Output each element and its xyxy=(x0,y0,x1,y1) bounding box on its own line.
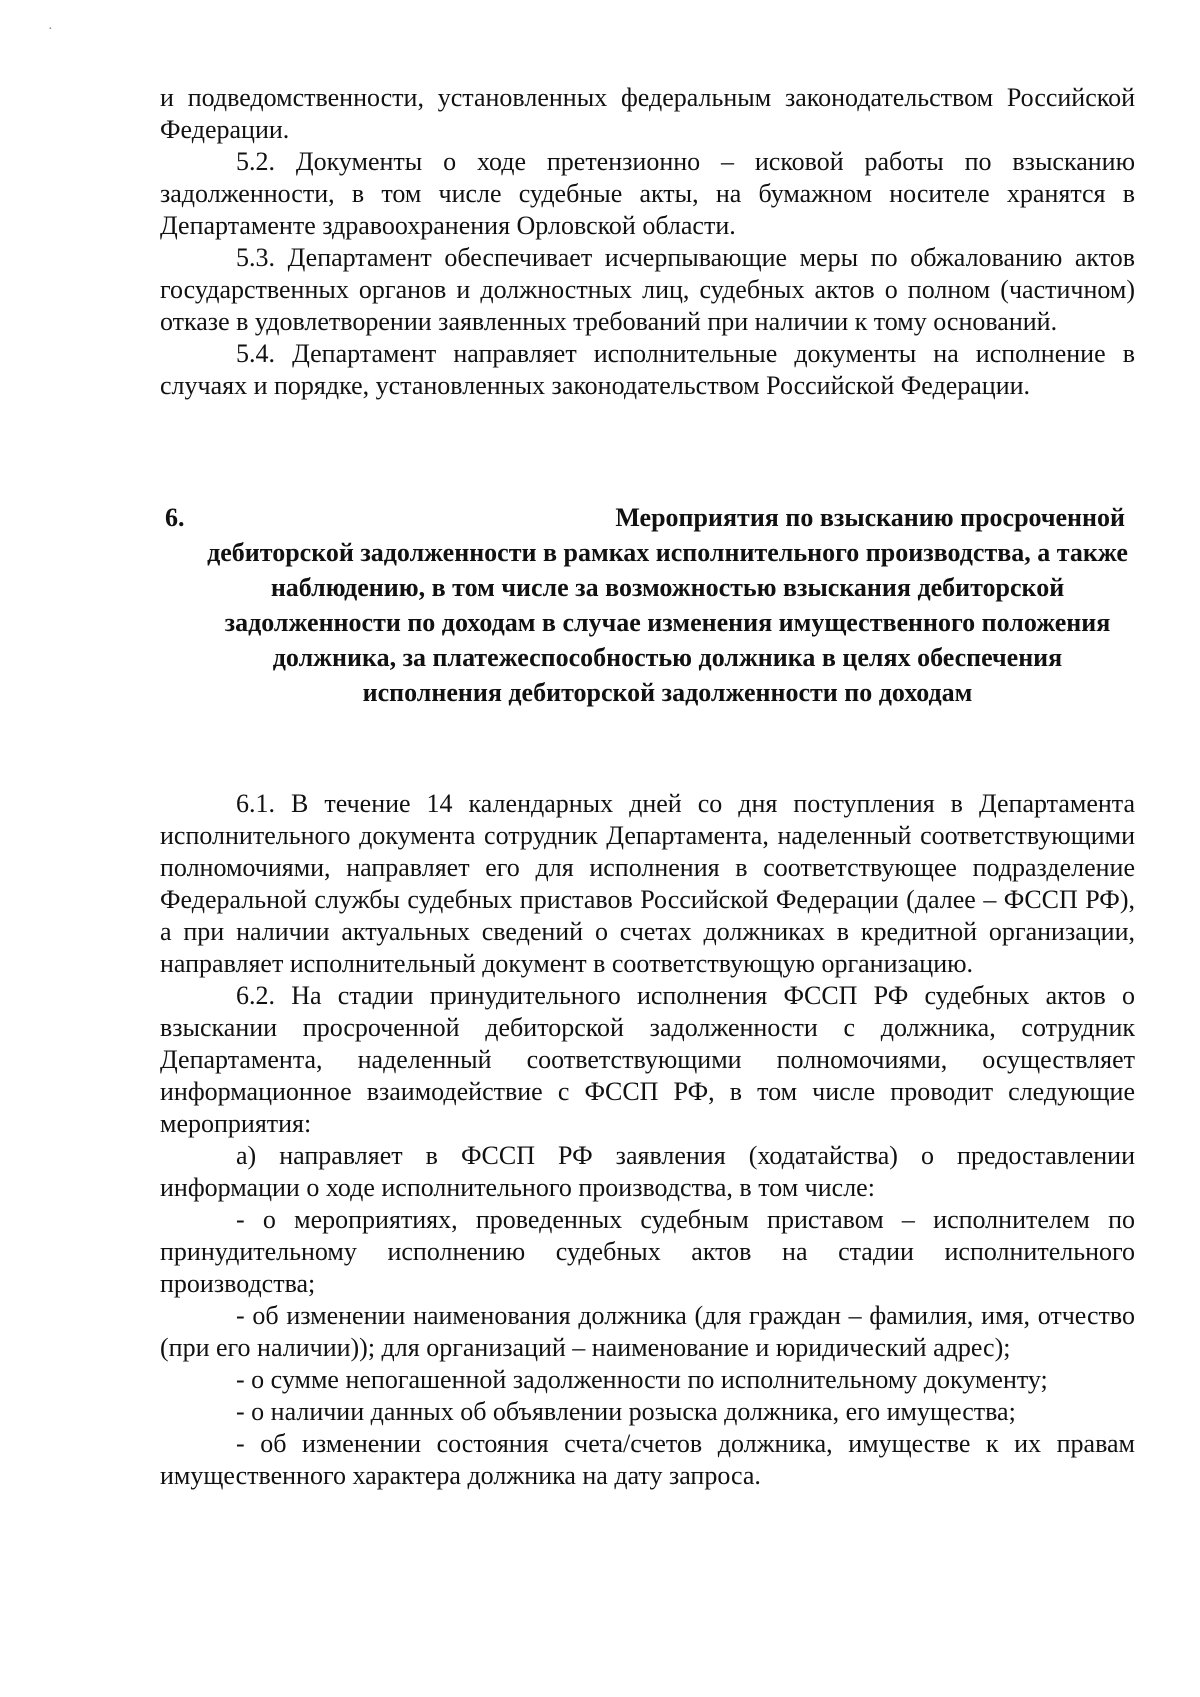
paragraph-continuation: и подведомственности, установленных федеральным законодательством Российской Федерации. xyxy=(160,83,1135,144)
list-item-name-change: - об изменении наименования должника (для граждан – фамилия, имя, отчество (при его наличии)); для организаций – наименование и юридический адрес); xyxy=(160,1301,1135,1362)
list-item-debt-sum: - о сумме непогашенной задолженности по исполнительному документу; xyxy=(236,1365,1048,1394)
section-6-heading xyxy=(160,500,1135,710)
section-number: 6. xyxy=(165,503,185,532)
paragraph-5-3: 5.3. Департамент обеспечивает исчерпывающие меры по обжалованию актов государственных органов и должностных лиц, судебных актов о полном (частичном) отказе в удовлетворении заявленных требований при наличии к тому оснований. xyxy=(160,243,1135,336)
section-title-first-line: Мероприятия по взысканию просроченной xyxy=(615,503,1125,532)
list-item-accounts: - об изменении состояния счета/счетов должника, имуществе к их правам имущественного характера должника на дату запроса. xyxy=(160,1429,1135,1490)
paragraph-6-1: 6.1. В течение 14 календарных дней со дня поступления в Департамента исполнительного документа сотрудник Департамента, наделенный соответствующими полномочиями, направляет его для исполнения в соответствующее подразделение Федеральной службы судебных приставов Российской Федерации (далее – ФССП РФ), а при наличии актуальных сведений о счетах должниках в кредитной организации, направляет исполнительный документ в соответствующую организацию. xyxy=(160,789,1135,978)
section-title-rest: дебиторской задолженности в рамках исполнительного производства, а также наблюдению, в том числе за возможностью взыскания дебиторской задолженности по доходам в случае изменения имущественного положения должника, за платежеспособностью должника в целях обеспечения исполнения дебиторской задолженности по доходам xyxy=(207,538,1128,707)
paragraph-5-2: 5.2. Документы о ходе претензионно – исковой работы по взысканию задолженности, в том числе судебные акты, на бумажном носителе хранятся в Департаменте здравоохранения Орловской области. xyxy=(160,147,1135,240)
paragraph-item-a: а) направляет в ФССП РФ заявления (ходатайства) о предоставлении информации о ходе исполнительного производства, в том числе: xyxy=(160,1141,1135,1202)
paragraph-6-2: 6.2. На стадии принудительного исполнения ФССП РФ судебных актов о взыскании просроченной дебиторской задолженности с должника, сотрудник Департамента, наделенный соответствующими полномочиями, осуществляет информационное взаимодействие с ФССП РФ, в том числе проводит следующие мероприятия: xyxy=(160,981,1135,1138)
section-6-body xyxy=(160,788,1135,1492)
section-title xyxy=(200,500,1135,710)
list-item-measures: - о мероприятиях, проведенных судебным приставом – исполнителем по принудительному исполнению судебных актов на стадии исполнительного производства; xyxy=(160,1205,1135,1298)
list-item-search: - о наличии данных об объявлении розыска должника, его имущества; xyxy=(236,1397,1016,1426)
scan-speck: · xyxy=(48,22,53,37)
top-section xyxy=(160,82,1135,402)
paragraph-5-4: 5.4. Департамент направляет исполнительные документы на исполнение в случаях и порядке, установленных законодательством Российской Федерации. xyxy=(160,339,1135,400)
